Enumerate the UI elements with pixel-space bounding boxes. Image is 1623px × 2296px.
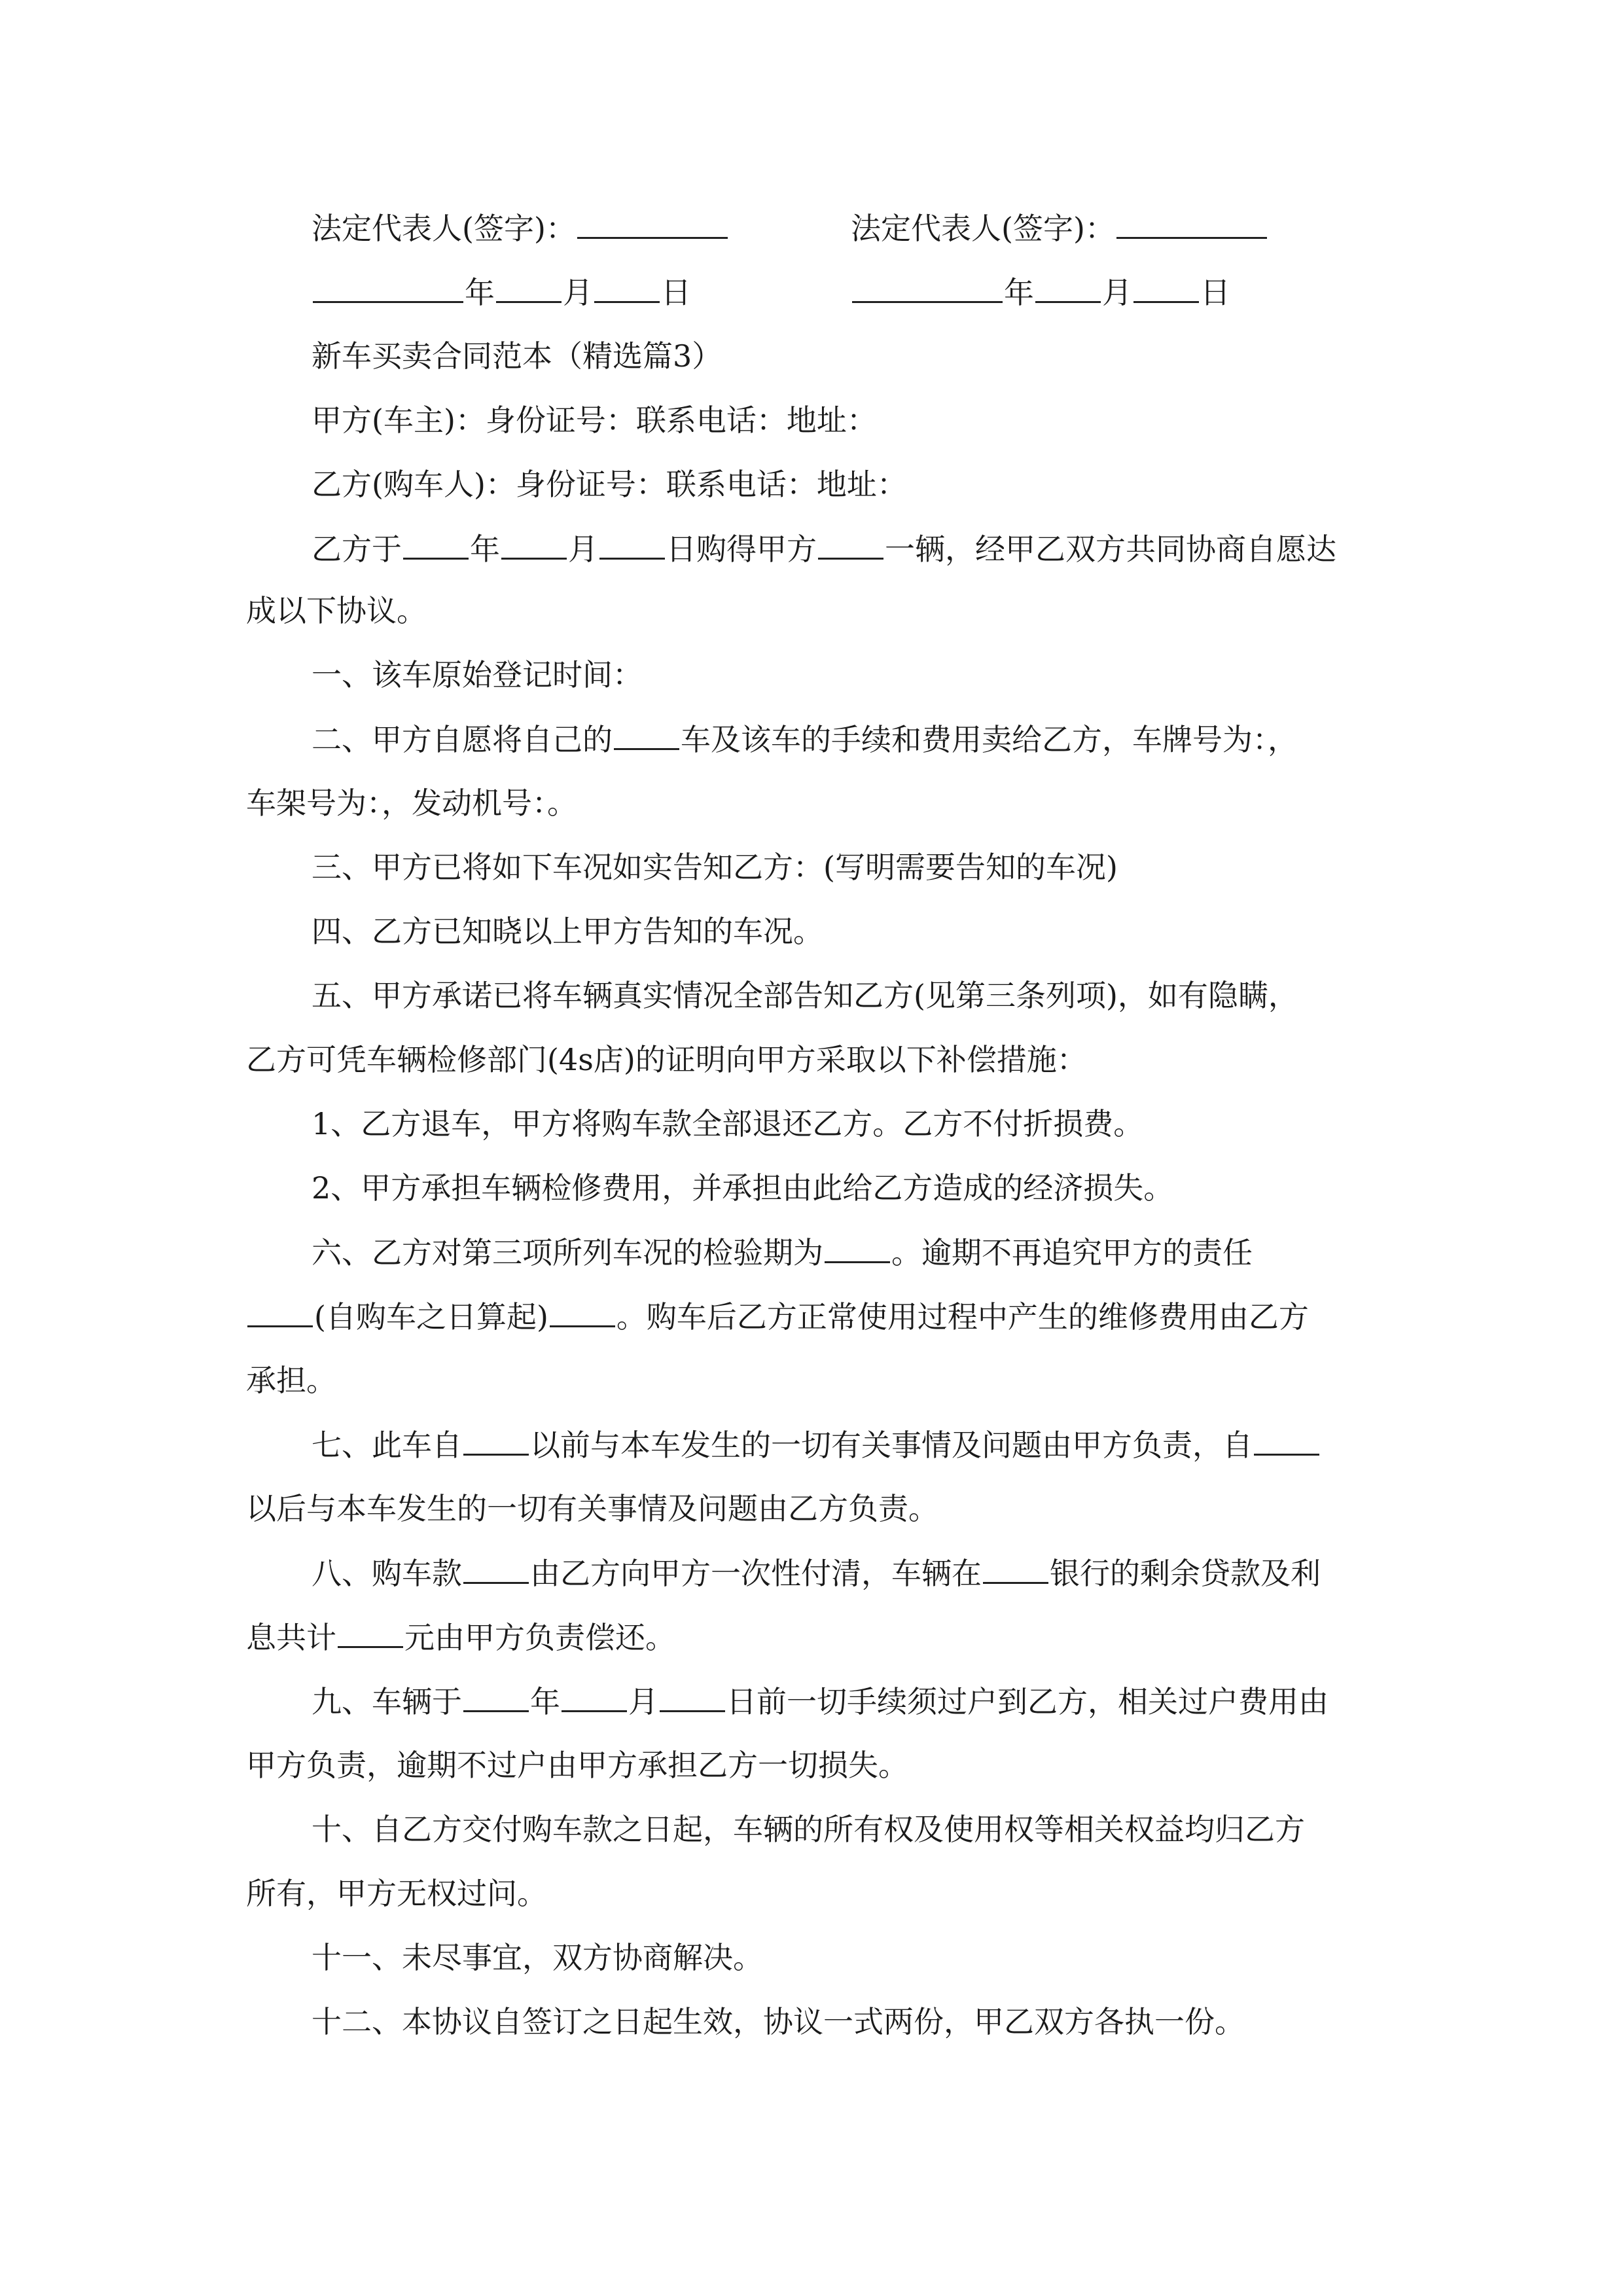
clause-1: 一、该车原始登记时间： xyxy=(312,657,643,692)
clause-3: 三、甲方已将如下车况如实告知乙方：(写明需要告知的车况) xyxy=(312,850,1118,885)
intro-line-2: 成以下协议。 xyxy=(246,593,427,628)
clause-7-line-1: 七、此车自 以前与本车发生的一切有关事情及问题由甲方负责，自 xyxy=(312,1425,1321,1464)
blank xyxy=(562,1681,627,1712)
party-b-line: 乙方(购车人)：身份证号：联系电话：地址： xyxy=(312,467,907,502)
date-row-left xyxy=(312,272,691,312)
blank xyxy=(338,1617,403,1648)
day-blank xyxy=(1133,272,1199,303)
clause-5-item-1: 1、乙方退车，甲方将购车款全部退还乙方。乙方不付折损费。 xyxy=(312,1106,1144,1141)
clause-7-line-2: 以后与本车发生的一切有关事情及问题由乙方负责。 xyxy=(246,1491,938,1526)
blank xyxy=(550,1297,615,1327)
blank xyxy=(501,529,567,560)
blank xyxy=(599,529,665,560)
day-label: 日 xyxy=(1200,275,1230,310)
clause-10-line-2: 所有，甲方无权过问。 xyxy=(246,1876,547,1911)
blank xyxy=(825,1232,890,1263)
blank xyxy=(403,529,469,560)
month-blank xyxy=(1035,272,1101,303)
month-label: 月 xyxy=(1102,275,1132,310)
clause-4: 四、乙方已知晓以上甲方告知的车况。 xyxy=(312,914,823,949)
clause-9-line-1: 九、车辆于 年 月 日前一切手续须过户到乙方，相关过户费用由 xyxy=(312,1681,1329,1721)
day-blank xyxy=(594,272,660,303)
clause-10-line-1: 十、自乙方交付购车款之日起，车辆的所有权及使用权等相关权益均归乙方 xyxy=(312,1812,1305,1847)
clause-8-line-2: 息共计 元由甲方负责偿还。 xyxy=(246,1617,675,1657)
signature-right-row xyxy=(851,208,1268,247)
blank xyxy=(463,1553,529,1584)
contract-title: 新车买卖合同范本（精选篇3） xyxy=(312,338,722,374)
year-blank xyxy=(313,272,463,303)
signature-left-row xyxy=(312,208,729,247)
clause-5-line-2: 乙方可凭车辆检修部门(4s店)的证明向甲方采取以下补偿措施： xyxy=(246,1042,1087,1077)
blank xyxy=(614,719,679,750)
clause-2-line-2: 车架号为：，发动机号：。 xyxy=(246,785,577,821)
clause-5-item-2: 2、甲方承担车辆检修费用，并承担由此给乙方造成的经济损失。 xyxy=(312,1170,1174,1206)
legal-rep-sign-label-right: 法定代表人(签字)： xyxy=(851,211,1115,246)
year-blank xyxy=(852,272,1003,303)
clause-11: 十一、未尽事宜，双方协商解决。 xyxy=(312,1940,763,1975)
intro-line-1: 乙方于 年 月 日购得甲方 一辆，经甲乙双方共同协商自愿达 xyxy=(312,529,1336,568)
blank xyxy=(818,529,883,560)
clause-9-line-2: 甲方负责，逾期不过户由甲方承担乙方一切损失。 xyxy=(246,1748,908,1783)
signature-blank-left xyxy=(577,208,728,239)
clause-6-line-1: 六、乙方对第三项所列车况的检验期为 。逾期不再追究甲方的责任 xyxy=(312,1232,1253,1272)
blank xyxy=(1254,1425,1319,1456)
year-label: 年 xyxy=(1004,275,1034,310)
year-label: 年 xyxy=(465,275,495,310)
month-label: 月 xyxy=(563,275,593,310)
clause-5-line-1: 五、甲方承诺已将车辆真实情况全部告知乙方(见第三条列项)，如有隐瞒， xyxy=(312,978,1298,1013)
clause-6-line-3: 承担。 xyxy=(246,1363,336,1398)
blank xyxy=(463,1425,529,1456)
clause-2-line-1: 二、甲方自愿将自己的 车及该车的手续和费用卖给乙方，车牌号为：， xyxy=(312,719,1298,759)
party-a-line: 甲方(车主)：身份证号：联系电话：地址： xyxy=(312,403,877,438)
day-label: 日 xyxy=(661,275,691,310)
month-blank xyxy=(496,272,562,303)
clause-6-line-2: (自购车之日算起) 。购车后乙方正常使用过程中产生的维修费用由乙方 xyxy=(246,1297,1309,1336)
date-row-right xyxy=(851,272,1230,312)
legal-rep-sign-label-left: 法定代表人(签字)： xyxy=(312,211,576,246)
clause-12: 十二、本协议自签订之日起生效，协议一式两份，甲乙双方各执一份。 xyxy=(312,2004,1245,2039)
blank xyxy=(463,1681,529,1712)
clause-8-line-1: 八、购车款 由乙方向甲方一次性付清，车辆在 银行的剩余贷款及利 xyxy=(312,1553,1321,1592)
blank xyxy=(983,1553,1048,1584)
signature-blank-right xyxy=(1116,208,1267,239)
blank xyxy=(660,1681,725,1712)
blank xyxy=(247,1297,313,1327)
